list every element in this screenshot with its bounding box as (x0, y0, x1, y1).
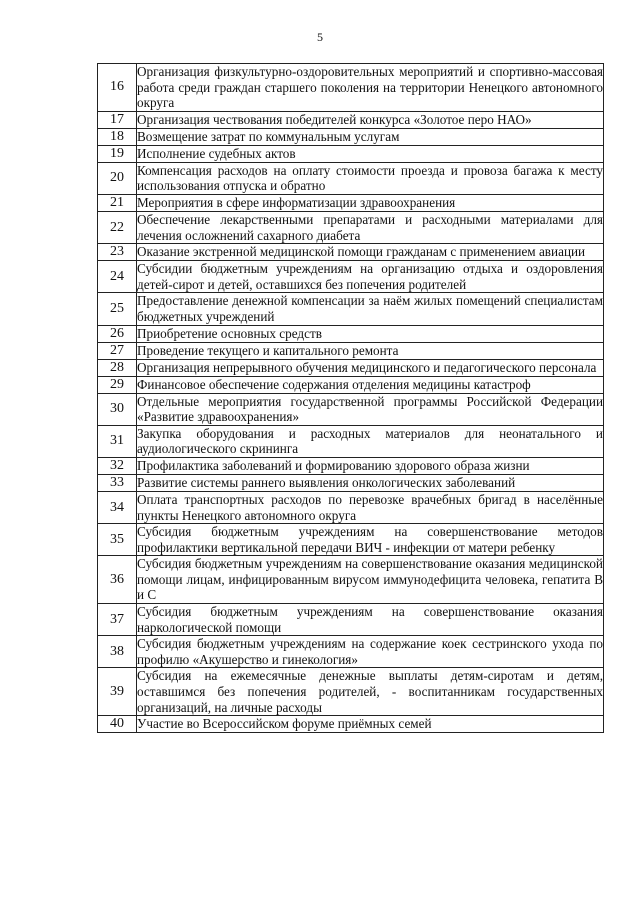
table-row (98, 325, 604, 342)
row-number: 30 (98, 393, 137, 425)
table-row (98, 393, 604, 425)
row-number: 31 (98, 425, 137, 457)
row-number: 25 (98, 293, 137, 325)
row-number: 38 (98, 636, 137, 668)
table-row (98, 556, 604, 604)
row-text: Финансовое обеспечение содержания отделения медицины катастроф (137, 376, 604, 393)
row-number: 23 (98, 244, 137, 261)
table-row (98, 261, 604, 293)
row-text: Проведение текущего и капитального ремонта (137, 342, 604, 359)
row-number: 32 (98, 457, 137, 474)
row-text: Исполнение судебных актов (137, 145, 604, 162)
row-text: Компенсация расходов на оплату стоимости проезда и провоза багажа к месту использования отпуска и обратно (137, 162, 603, 194)
row-number: 29 (98, 376, 137, 393)
row-text: Профилактика заболеваний и формированию здорового образа жизни (137, 457, 604, 474)
row-number: 19 (98, 145, 137, 162)
table-row (98, 716, 604, 733)
row-text: Организация чествования победителей конкурса «Золотое перо НАО» (137, 111, 604, 128)
row-text: Организация физкультурно-оздоровительных мероприятий и спортивно-массовая работа среди граждан старшего поколения на территории Ненецкого автономного округа (137, 64, 603, 111)
page-number: 5 (317, 30, 323, 44)
table-row (98, 162, 604, 194)
row-text: Мероприятия в сфере информатизации здравоохранения (137, 194, 604, 211)
table-row (98, 491, 604, 523)
table-row (98, 128, 604, 145)
row-number: 40 (98, 716, 137, 733)
row-number: 33 (98, 474, 137, 491)
row-text: Отдельные мероприятия государственной программы Российской Федерации «Развитие здравоохранения» (137, 393, 603, 425)
row-text: Предоставление денежной компенсации за наём жилых помещений специалистам бюджетных учреждений (137, 293, 603, 324)
row-text: Оказание экстренной медицинской помощи гражданам с применением авиации (137, 244, 604, 261)
row-number: 22 (98, 211, 137, 243)
items-table-body (98, 64, 604, 733)
row-text: Субсидия бюджетным учреждениям на совершенствование оказания медицинской помощи лицам, инфицированным вирусом иммунодефицита человека, гепатита В и С (137, 556, 603, 603)
table-row (98, 376, 604, 393)
row-number: 35 (98, 524, 137, 556)
row-number: 34 (98, 491, 137, 523)
row-number: 17 (98, 111, 137, 128)
row-text: Оплата транспортных расходов по перевозке врачебных бригад в населённые пункты Ненецкого автономного округа (137, 491, 603, 523)
table-row (98, 293, 604, 325)
table-row (98, 342, 604, 359)
table-row (98, 145, 604, 162)
row-text: Обеспечение лекарственными препаратами и расходными материалами для лечения осложнений сахарного диабета (137, 211, 603, 243)
row-number: 26 (98, 325, 137, 342)
row-text: Возмещение затрат по коммунальным услугам (137, 128, 604, 145)
table-row (98, 636, 604, 668)
table-row (98, 668, 604, 716)
row-number: 39 (98, 668, 137, 716)
row-number: 16 (98, 64, 137, 112)
row-number: 20 (98, 162, 137, 194)
table-row (98, 524, 604, 556)
row-text: Субсидия на ежемесячные денежные выплаты детям-сиротам и детям, оставшимся без попечения родителей, - воспитанникам государственных организаций, на личные расходы (137, 668, 603, 715)
table-row (98, 474, 604, 491)
row-text: Организация непрерывного обучения медицинского и педагогического персонала (137, 359, 604, 376)
row-text: Субсидия бюджетным учреждениям на совершенствование методов профилактики вертикальной передачи ВИЧ - инфекции от матери ребенку (137, 524, 603, 555)
table-row (98, 604, 604, 636)
row-number: 21 (98, 194, 137, 211)
row-text: Субсидия бюджетным учреждениям на совершенствование оказания наркологической помощи (137, 604, 603, 635)
row-text: Субсидия бюджетным учреждениям на содержание коек сестринского ухода по профилю «Акушерство и гинекология» (137, 636, 603, 667)
items-table (97, 63, 604, 733)
row-number: 27 (98, 342, 137, 359)
table-row (98, 457, 604, 474)
table-row (98, 425, 604, 457)
row-text: Развитие системы раннего выявления онкологических заболеваний (137, 474, 604, 491)
row-text: Субсидии бюджетным учреждениям на организацию отдыха и оздоровления детей-сирот и детей, оставшихся без попечения родителей (137, 261, 603, 292)
row-number: 36 (98, 556, 137, 604)
table-row (98, 211, 604, 243)
row-text: Закупка оборудования и расходных материалов для неонатального и аудиологического скрининга (137, 425, 603, 457)
row-text: Приобретение основных средств (137, 325, 604, 342)
row-number: 24 (98, 261, 137, 293)
table-row (98, 359, 604, 376)
row-number: 18 (98, 128, 137, 145)
table-row (98, 194, 604, 211)
row-text: Участие во Всероссийском форуме приёмных семей (137, 716, 604, 733)
table-row (98, 111, 604, 128)
table-row (98, 244, 604, 261)
row-number: 28 (98, 359, 137, 376)
table-row (98, 64, 604, 112)
row-number: 37 (98, 604, 137, 636)
